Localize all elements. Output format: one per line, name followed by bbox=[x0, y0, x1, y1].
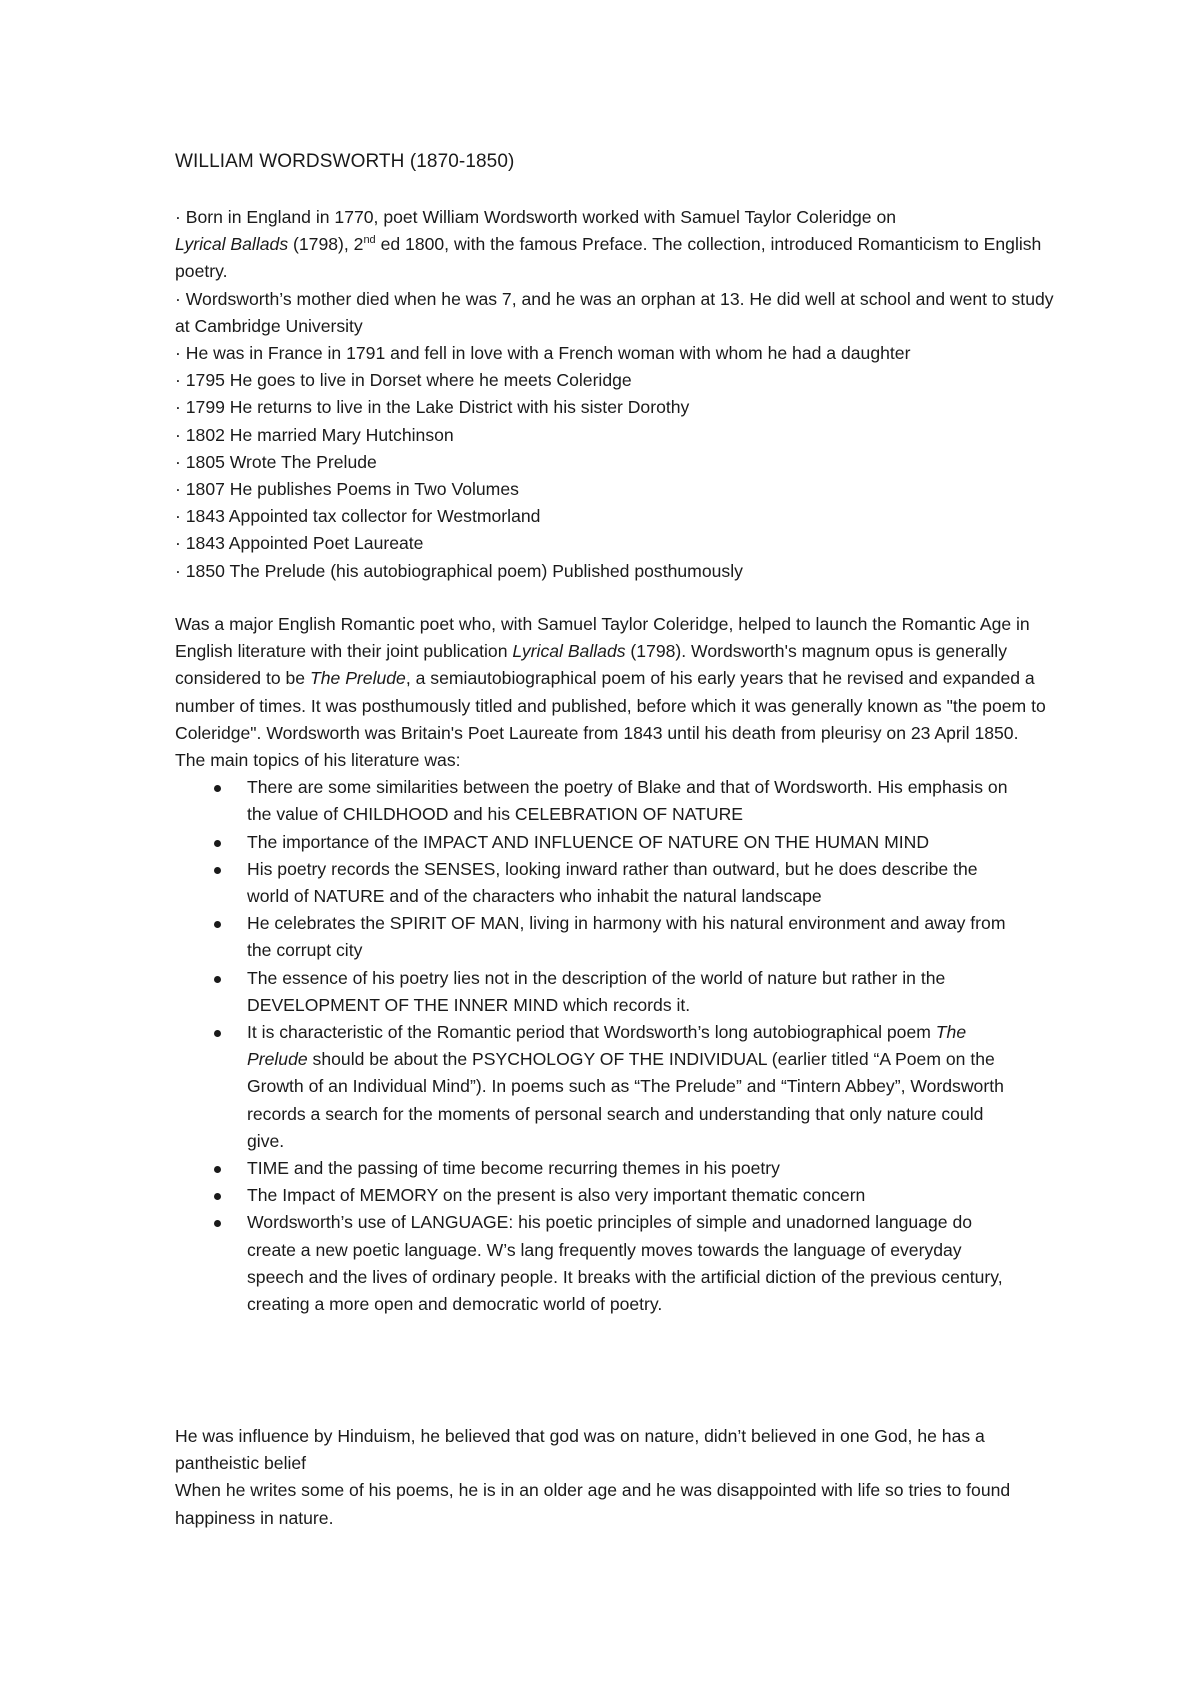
list-item bbox=[175, 829, 1023, 856]
list-item bbox=[175, 965, 1023, 1019]
list-item-text: The importance of the IMPACT AND INFLUENCE OF NATURE ON THE HUMAN MIND bbox=[247, 831, 930, 852]
bullet-icon bbox=[214, 1030, 221, 1037]
list-item-text: The Impact of MEMORY on the present is also very important thematic concern bbox=[247, 1185, 866, 1206]
bio-item: · 1843 Appointed Poet Laureate bbox=[175, 533, 424, 554]
bio-intro-text: · Born in England in 1770, poet William Wordsworth worked with Samuel Taylor Coleridge on bbox=[175, 207, 897, 227]
bio-item: · 1850 The Prelude (his autobiographical poem) Published posthumously bbox=[175, 560, 743, 581]
list-item-text: He celebrates the SPIRIT OF MAN, living in harmony with his natural environment and away from the corrupt city bbox=[247, 913, 1006, 961]
topics-list bbox=[175, 774, 1023, 1318]
bio-intro-superscript: nd bbox=[363, 234, 376, 247]
list-item-text: Wordsworth’s use of LANGUAGE: his poetic principles of simple and unadorned language do create a new poetic language. W’s lang frequently moves towards the language of everyday speech and the lives of ordinary people. It breaks with the artificial diction of the previous century, creating a more open and democratic world of poetry. bbox=[247, 1212, 1003, 1315]
bullet-icon bbox=[214, 1166, 221, 1173]
list-item bbox=[175, 1182, 1023, 1209]
list-item-text: should be about the PSYCHOLOGY OF THE INDIVIDUAL (earlier titled “A Poem on the Growth of an Individual Mind”). In poems such as “The Prelude” and “Tintern Abbey”, Wordsworth records a search for the moments of personal search and understanding that only nature could give. bbox=[247, 1049, 1004, 1151]
list-item-text: It is characteristic of the Romantic period that Wordsworth’s long autobiographical poem bbox=[247, 1022, 936, 1043]
summary-italic: The Prelude bbox=[309, 668, 406, 689]
list-item bbox=[175, 910, 1023, 964]
summary-text: , a semiautobiographical poem of his early years that he revised and expanded a number of times. It was posthumously titled and published, before which it was generally known as "the poem to Coleridge". Wordsworth was Britain's Poet Laureate from 1843 until his death from pleurisy on 23 April 1850. bbox=[175, 668, 1046, 743]
bio-intro-italic: Lyrical Ballads bbox=[175, 234, 289, 255]
bio-intro-text: ed 1800, with the famous Preface. The collection, introduced Romanticism to English poetry. bbox=[175, 234, 1042, 282]
bio-item: · 1795 He goes to live in Dorset where he meets Coleridge bbox=[175, 370, 632, 391]
list-item-italic: The Prelude bbox=[247, 1022, 967, 1070]
closing-section bbox=[175, 1423, 1055, 1532]
bullet-icon bbox=[214, 785, 221, 792]
bullet-icon bbox=[214, 840, 221, 847]
bio-intro-text: (1798), 2 bbox=[288, 234, 364, 255]
summary-italic: Lyrical Ballads bbox=[512, 641, 626, 662]
list-item-text: There are some similarities between the poetry of Blake and that of Wordsworth. His emphasis on the value of CHILDHOOD and his CELEBRATION OF NATURE bbox=[247, 777, 1008, 825]
list-item bbox=[175, 774, 1023, 828]
bio-item: · 1805 Wrote The Prelude bbox=[175, 451, 377, 472]
bio-item: · 1802 He married Mary Hutchinson bbox=[175, 424, 454, 445]
summary-text: (1798). Wordsworth's magnum opus is generally considered to be bbox=[175, 641, 1008, 689]
summary-section bbox=[175, 611, 1055, 1318]
bio-item: · 1799 He returns to live in the Lake District with his sister Dorothy bbox=[175, 397, 690, 418]
bullet-icon bbox=[214, 1193, 221, 1200]
closing-paragraph: When he writes some of his poems, he is in an older age and he was disappointed with life so tries to found happiness in nature. bbox=[175, 1480, 1011, 1528]
list-item bbox=[175, 1155, 1023, 1182]
list-item bbox=[175, 1209, 1023, 1318]
list-item bbox=[175, 1019, 1023, 1155]
biography-section bbox=[175, 204, 1055, 585]
bio-item: · 1843 Appointed tax collector for Westmorland bbox=[175, 506, 541, 527]
bullet-icon bbox=[214, 976, 221, 983]
summary-text: Was a major English Romantic poet who, with Samuel Taylor Coleridge, helped to launch the Romantic Age in English literature with their joint publication bbox=[175, 614, 1030, 662]
bio-item: · He was in France in 1791 and fell in love with a French woman with whom he had a daughter bbox=[175, 343, 911, 364]
list-item bbox=[175, 856, 1023, 910]
list-item-text: The essence of his poetry lies not in the description of the world of nature but rather in the DEVELOPMENT OF THE INNER MIND which records it. bbox=[247, 967, 946, 1015]
summary-paragraph bbox=[175, 611, 1055, 747]
list-item-text: TIME and the passing of time become recurring themes in his poetry bbox=[247, 1158, 780, 1179]
closing-paragraph: He was influence by Hinduism, he believed that god was on nature, didn’t believed in one God, he has a pantheistic belief bbox=[175, 1426, 985, 1474]
bullet-icon bbox=[214, 867, 221, 874]
list-item-text: His poetry records the SENSES, looking inward rather than outward, but he does describe the world of NATURE and of the characters who inhabit the natural landscape bbox=[247, 858, 978, 907]
bullet-icon bbox=[214, 1220, 221, 1227]
document-title: WILLIAM WORDSWORTH (1870-1850) bbox=[175, 151, 515, 172]
bio-item: · Wordsworth’s mother died when he was 7, and he was an orphan at 13. He did well at school and went to study at Cambridge University bbox=[175, 288, 1054, 336]
bullet-icon bbox=[214, 921, 221, 928]
topics-heading: The main topics of his literature was: bbox=[175, 750, 461, 771]
bio-item: · 1807 He publishes Poems in Two Volumes bbox=[175, 479, 519, 500]
bio-intro bbox=[175, 204, 1055, 286]
